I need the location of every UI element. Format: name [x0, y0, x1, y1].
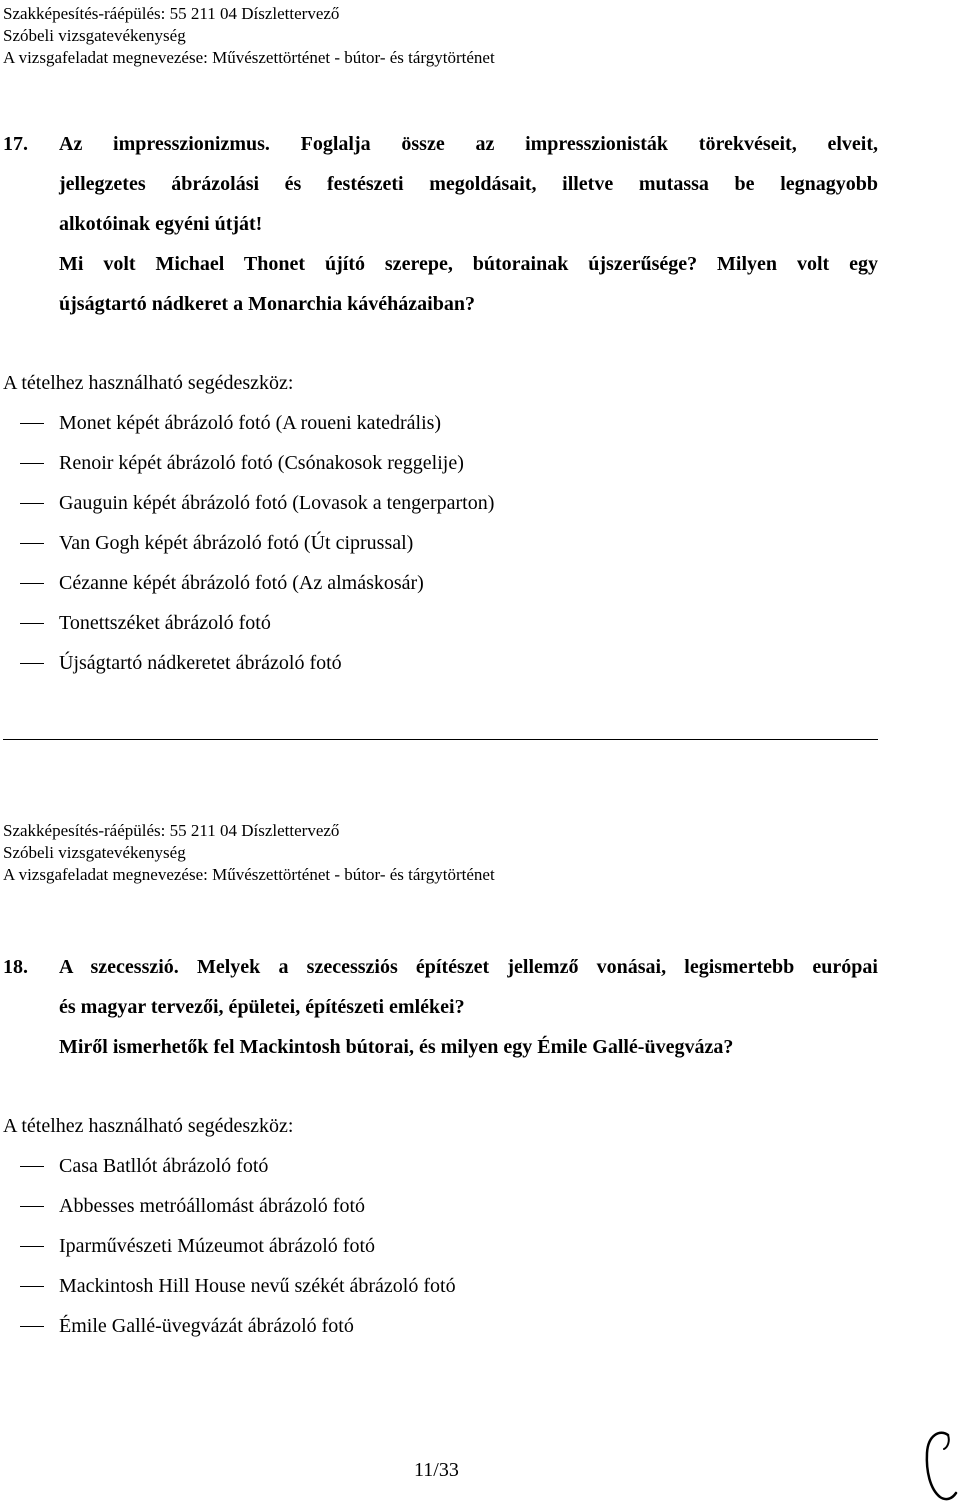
- header-exam-activity: Szóbeli vizsgatevékenység: [3, 843, 186, 862]
- question-18-text: [59, 947, 878, 1067]
- page-number: 11/33: [414, 1459, 459, 1481]
- header-exam-activity: Szóbeli vizsgatevékenység: [3, 26, 186, 45]
- dash-bullet: [20, 503, 44, 504]
- dash-bullet: [20, 1246, 44, 1247]
- question-line: és magyar tervezői, épületei, építészeti emlékei?: [59, 996, 465, 1018]
- header-task-name: A vizsgafeladat megnevezése: Művészettörténet - bútor- és tárgytörténet: [3, 865, 495, 884]
- dash-bullet: [20, 623, 44, 624]
- question-line: jellegzetes ábrázolási és festészeti megoldásait, illetve mutassa be legnagyobb: [59, 173, 878, 195]
- dash-bullet: [20, 1206, 44, 1207]
- dash-bullet: [20, 663, 44, 664]
- dash-bullet: [20, 463, 44, 464]
- question-17-text: [59, 124, 878, 324]
- header-qualification: Szakképesítés-ráépülés: 55 211 04 Díszlettervező: [3, 4, 340, 23]
- dash-bullet: [20, 1286, 44, 1287]
- dash-bullet: [20, 423, 44, 424]
- question-line: Miről ismerhetők fel Mackintosh bútorai, és milyen egy Émile Gallé-üvegváza?: [59, 1036, 734, 1058]
- question-17-number: 17.: [3, 133, 28, 155]
- question-18-number: 18.: [3, 956, 28, 978]
- question-line: újságtartó nádkeret a Monarchia kávéházaiban?: [59, 293, 475, 315]
- page-header: [3, 3, 495, 69]
- signature-mark: [918, 1427, 958, 1503]
- header-task-name: A vizsgafeladat megnevezése: Művészettörténet - bútor- és tárgytörténet: [3, 48, 495, 67]
- dash-bullet: [20, 543, 44, 544]
- question-line: alkotóinak egyéni útját!: [59, 213, 263, 235]
- section-divider: [3, 739, 878, 740]
- aids-title-18: A tételhez használható segédeszköz:: [3, 1115, 294, 1137]
- dash-bullet: [20, 583, 44, 584]
- question-line: A szecesszió. Melyek a szecessziós építészet jellemző vonásai, legismertebb európai: [59, 956, 878, 978]
- question-line: Mi volt Michael Thonet újító szerepe, bútorainak újszerűsége? Milyen volt egy: [59, 253, 878, 275]
- dash-bullet: [20, 1166, 44, 1167]
- dash-bullet: [20, 1326, 44, 1327]
- aids-title-17: A tételhez használható segédeszköz:: [3, 372, 294, 394]
- question-line: Az impresszionizmus. Foglalja össze az impresszionisták törekvéseit, elveit,: [59, 133, 878, 155]
- header-qualification: Szakképesítés-ráépülés: 55 211 04 Díszlettervező: [3, 821, 340, 840]
- page-header: [3, 820, 495, 886]
